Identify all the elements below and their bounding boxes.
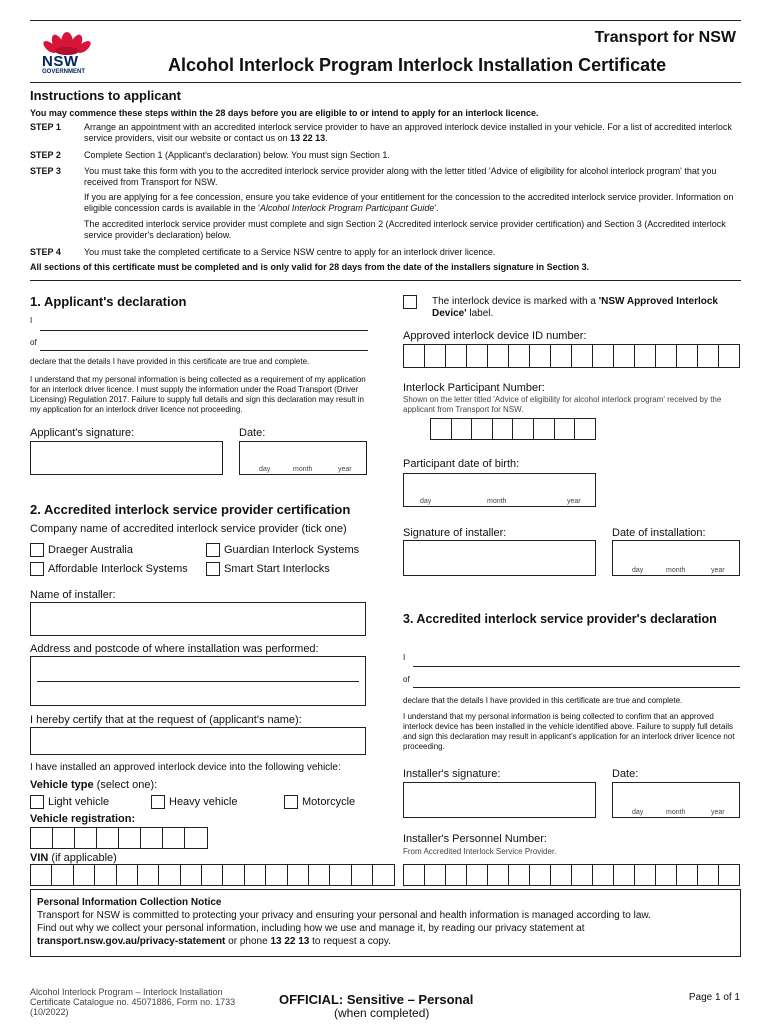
- privacy-notice-line3: [37, 936, 737, 948]
- dob-year: year: [567, 498, 581, 505]
- draeger-checkbox[interactable]: [30, 543, 44, 557]
- motorcycle-label: Motorcycle: [302, 796, 356, 808]
- step3-fee-body: If you are applying for a fee concession, ensure you take evidence of your entitlement for the concession to the accredited interlock service provider. Information on eligible concession cards is available in the ': [84, 192, 734, 213]
- company-label: Company name of accredited interlock service provider (tick one): [30, 523, 347, 535]
- installed-label: I have installed an approved interlock device into the following vehicle:: [30, 762, 341, 773]
- approved-label-checkbox[interactable]: [403, 295, 417, 309]
- top-rule: [30, 20, 741, 21]
- address-box[interactable]: [30, 656, 366, 706]
- s3-date-month: month: [666, 809, 686, 816]
- privacy-notice-box: [30, 889, 741, 957]
- vin-cells[interactable]: [30, 864, 395, 886]
- approved-label-text: [432, 296, 732, 320]
- s1-address-line[interactable]: [40, 350, 368, 351]
- approved-label-text-a: The interlock device is marked with a: [432, 296, 599, 307]
- step3-fee-end: '.: [434, 203, 439, 213]
- dob-box[interactable]: [403, 473, 596, 507]
- instructions-intro: You may commence these steps within the 28 days before you are eligible to or intend to apply for an interlock licence.: [30, 108, 539, 118]
- installation-date-label: Date of installation:: [612, 527, 706, 539]
- vin-rest: (if applicable): [48, 852, 117, 864]
- draeger-label: Draeger Australia: [48, 544, 133, 556]
- page-number: Page 1 of 1: [688, 992, 740, 1003]
- s1-date-label: Date:: [239, 427, 266, 439]
- s1-declare-text: declare that the details I have provided in this certificate are true and complete.: [30, 357, 310, 366]
- smartstart-checkbox[interactable]: [206, 562, 220, 576]
- step1-text-body: Arrange an appointment with an accredited interlock service provider to have an approved interlock device installed in your vehicle. For a list of accredited interlock service providers, visit our website or contact us on: [84, 122, 732, 143]
- personnel-number-help: From Accredited Interlock Service Provider.: [403, 847, 557, 856]
- s1-of-label: of: [30, 338, 37, 347]
- s3-signature-label: Installer's signature:: [403, 768, 501, 780]
- rego-label: Vehicle registration:: [30, 813, 136, 825]
- section1-heading: 1. Applicant's declaration: [30, 294, 187, 309]
- step3-label: STEP 3: [30, 166, 61, 176]
- affordable-checkbox[interactable]: [30, 562, 44, 576]
- dob-label: Participant date of birth:: [403, 458, 520, 470]
- s1-signature-box[interactable]: [30, 441, 223, 475]
- install-date-month: month: [666, 567, 686, 574]
- privacy-notice-line2: Find out why we collect your personal information, including how we use and manage it, by reading our privacy statement at: [37, 923, 585, 934]
- s1-date-month: month: [293, 466, 313, 473]
- participant-number-label: Interlock Participant Number:: [403, 382, 545, 394]
- guardian-label: Guardian Interlock Systems: [224, 544, 360, 556]
- instructions-rule: [30, 280, 741, 281]
- section2-heading: 2. Accredited interlock service provider certification: [30, 502, 351, 517]
- dob-month: month: [487, 498, 507, 505]
- personnel-number-cells[interactable]: [403, 864, 740, 886]
- section3-heading: 3. Accredited interlock service provider's declaration: [403, 612, 717, 626]
- rego-cells[interactable]: [30, 827, 208, 849]
- s1-date-day: day: [259, 466, 271, 473]
- affordable-label: Affordable Interlock Systems: [48, 563, 188, 575]
- step3-text: You must take this form with you to the accredited interlock service provider along with the letter titled 'Advice of eligibility for alcohol interlock program' that you received from Transport for NSW.: [84, 166, 717, 187]
- vin-bold: VIN: [30, 852, 49, 864]
- step1-phone: 13 22 13: [290, 133, 326, 143]
- step3-provider-text: The accredited interlock service provider must complete and sign Section 2 (Accredited interlock service provider certification) and Section 3 (Accredited interlock service provider's declaration) below.: [84, 219, 726, 240]
- light-vehicle-checkbox[interactable]: [30, 795, 44, 809]
- footer-line3: (10/2022): [30, 1007, 69, 1017]
- address-line: [37, 681, 359, 682]
- s1-privacy-text: I understand that my personal information is being collected as a requirement of my application for an interlock driver licence. I must supply the information under the Road Transport (Driver Licensing) Regulation 2017. Failure to supply full details and sign this declaration may result in my application for an interlock driver licence not proceeding.: [30, 375, 366, 414]
- instructions-heading: Instructions to applicant: [30, 88, 181, 103]
- footer-line2: Certificate Catalogue no. 45071886, Form no. 1733: [30, 997, 236, 1007]
- installer-signature-label: Signature of installer:: [403, 527, 507, 539]
- classification-label: OFFICIAL: Sensitive – Personal: [279, 992, 474, 1007]
- privacy-notice-phone: 13 22 13: [270, 936, 310, 947]
- privacy-notice-phone-intro: or phone: [225, 936, 271, 947]
- logo-subtext: GOVERNMENT: [42, 69, 86, 75]
- s3-privacy-text: I understand that my personal information is being collected to confirm that an approved interlock device has been installed in the vehicle identified above. Failure to supply full details and sign this declaration may result in applicant's application for an interlock driver licence not proceeding.: [403, 712, 735, 751]
- installer-signature-box[interactable]: [403, 540, 596, 576]
- certify-label: I hereby certify that at the request of (applicant's name):: [30, 714, 302, 726]
- installer-name-box[interactable]: [30, 602, 366, 636]
- participant-number-cells[interactable]: [430, 418, 596, 440]
- device-id-cells[interactable]: [403, 344, 740, 368]
- guardian-checkbox[interactable]: [206, 543, 220, 557]
- nsw-logo: [36, 26, 98, 76]
- dob-day: day: [420, 498, 432, 505]
- vehicle-type-bold: Vehicle type: [30, 779, 94, 791]
- device-id-label: Approved interlock device ID number:: [403, 330, 587, 342]
- agency-name: Transport for NSW: [594, 29, 736, 46]
- install-date-year: year: [711, 567, 725, 574]
- s3-date-box[interactable]: [612, 782, 740, 818]
- s1-date-box[interactable]: [239, 441, 367, 475]
- s3-date-year: year: [711, 809, 725, 816]
- step3-fee-text: [84, 192, 740, 214]
- s3-signature-box[interactable]: [403, 782, 596, 818]
- footer-line1: Alcohol Interlock Program – Interlock Installation: [30, 987, 223, 997]
- s1-date-year: year: [338, 466, 352, 473]
- header-rule: [30, 82, 741, 83]
- privacy-statement-link[interactable]: transport.nsw.gov.au/privacy-statement: [37, 936, 226, 947]
- validity-note: All sections of this certificate must be completed and is only valid for 28 days from the date of the installers signature in Section 3.: [30, 262, 590, 272]
- applicant-name-box[interactable]: [30, 727, 366, 755]
- waratah-icon: [36, 26, 98, 56]
- install-date-day: day: [632, 567, 644, 574]
- s3-of-label: of: [403, 675, 410, 684]
- s3-date-label: Date:: [612, 768, 639, 780]
- step1-text: Arrange an appointment with an accredited interlock service provider to have an approved interlock device installed in your vehicle. For a list of accredited interlock service providers, visit our website or contact us on 13 22 13.: [84, 122, 732, 143]
- motorcycle-checkbox[interactable]: [284, 795, 298, 809]
- step4-text: You must take the completed certificate to a Service NSW centre to apply for an interlock driver licence.: [84, 247, 496, 257]
- s3-declare-text: declare that the details I have provided in this certificate are true and complete.: [403, 696, 683, 705]
- logo-text: NSW: [42, 53, 79, 70]
- heavy-vehicle-label: Heavy vehicle: [169, 796, 238, 808]
- step1-label: STEP 1: [30, 122, 61, 132]
- heavy-vehicle-checkbox[interactable]: [151, 795, 165, 809]
- participant-number-help: Shown on the letter titled 'Advice of eligibility for alcohol interlock program' received by the applicant from Transport for NSW.: [403, 395, 722, 414]
- privacy-notice-end: to request a copy.: [309, 936, 391, 947]
- step2-label: STEP 2: [30, 150, 61, 160]
- vehicle-type-rest: (select one):: [93, 779, 158, 791]
- s1-signature-label: Applicant's signature:: [30, 427, 135, 439]
- s1-name-line[interactable]: [40, 330, 368, 331]
- classification-note: (when completed): [334, 1006, 430, 1020]
- vehicle-type-label: [30, 779, 157, 792]
- s3-i-label: I: [403, 653, 406, 662]
- s1-i-label: I: [30, 316, 33, 325]
- installation-date-box[interactable]: [612, 540, 740, 576]
- privacy-notice-line1: Transport for NSW is committed to protecting your privacy and ensuring your personal and health information is managed according to law.: [37, 910, 651, 921]
- s3-date-day: day: [632, 809, 644, 816]
- approved-label-text-c: label.: [466, 308, 494, 319]
- installer-name-label: Name of installer:: [30, 589, 116, 601]
- personnel-number-label: Installer's Personnel Number:: [403, 833, 547, 845]
- smartstart-label: Smart Start Interlocks: [224, 563, 330, 575]
- page-title: Alcohol Interlock Program Interlock Installation Certificate: [168, 55, 667, 75]
- participant-guide-title: Alcohol Interlock Program Participant Guide: [259, 203, 435, 213]
- privacy-notice-heading: Personal Information Collection Notice: [37, 897, 222, 908]
- address-label: Address and postcode of where installation was performed:: [30, 643, 319, 655]
- step2-text: Complete Section 1 (Applicant's declaration) below. You must sign Section 1.: [84, 150, 390, 160]
- s3-address-line[interactable]: [413, 687, 740, 688]
- light-vehicle-label: Light vehicle: [48, 796, 110, 808]
- s3-name-line[interactable]: [413, 666, 740, 667]
- step4-label: STEP 4: [30, 247, 61, 257]
- approved-label-name: 'NSW Approved Interlock Device': [432, 296, 718, 319]
